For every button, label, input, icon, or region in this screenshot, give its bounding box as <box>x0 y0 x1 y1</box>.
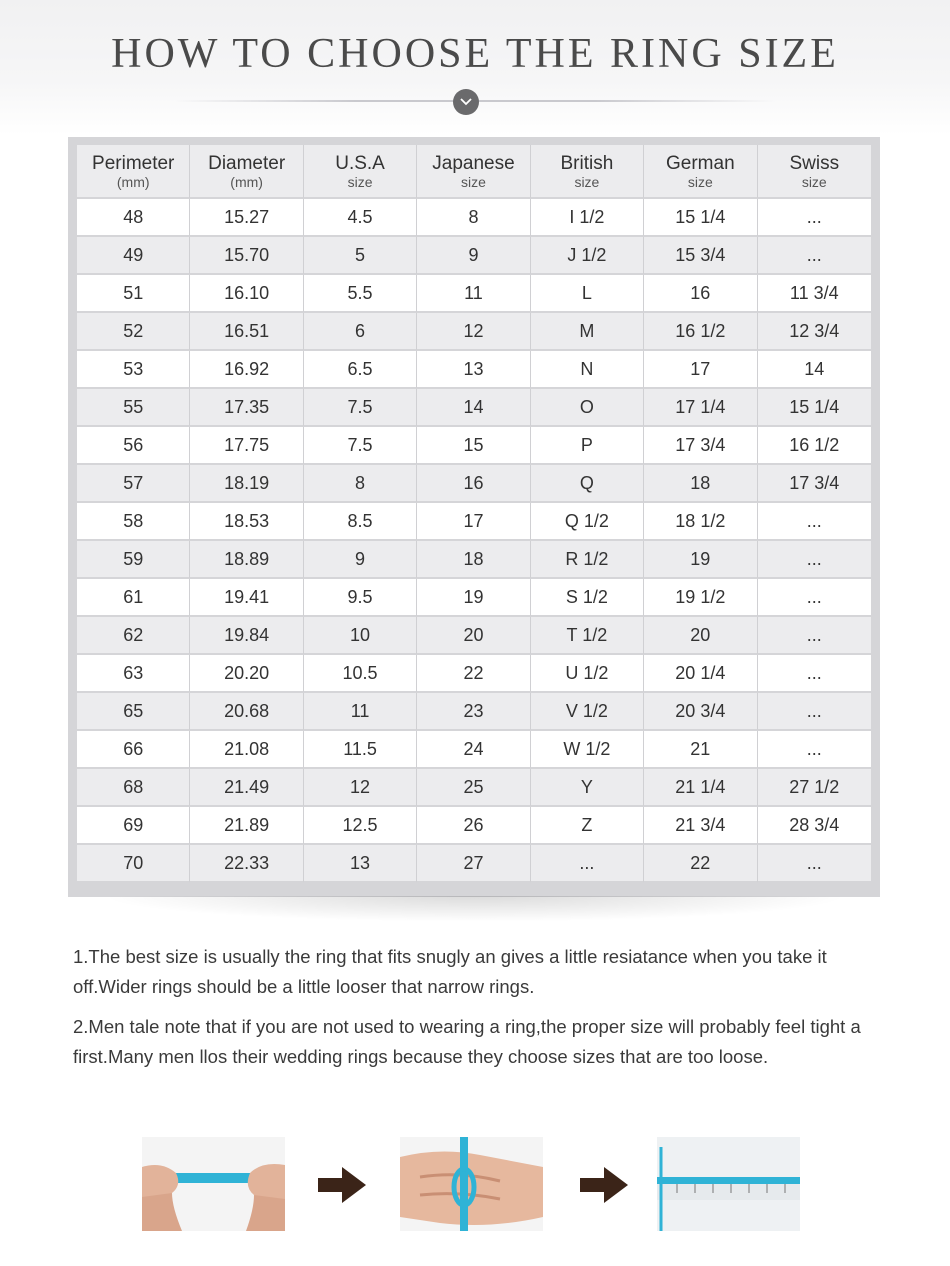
column-header-unit: size <box>347 173 373 190</box>
size-notes <box>73 942 873 1082</box>
table-cell: 28 3/4 <box>758 807 871 845</box>
table-row <box>77 465 871 503</box>
column-header-label: U.S.A <box>335 152 385 174</box>
column-header-unit: (mm) <box>116 173 150 190</box>
table-cell: 17.35 <box>190 389 303 427</box>
table-cell: 15 1/4 <box>758 389 871 427</box>
table-cell: 16 <box>644 275 757 313</box>
table-cell: Y <box>531 769 644 807</box>
table-row <box>77 275 871 313</box>
column-header <box>644 145 757 199</box>
table-cell: 5 <box>304 237 417 275</box>
table-cell: 15 3/4 <box>644 237 757 275</box>
table-cell: Q <box>531 465 644 503</box>
column-header-unit: (mm) <box>230 173 263 190</box>
table-row <box>77 807 871 845</box>
table-cell: 16 1/2 <box>758 427 871 465</box>
table-row <box>77 427 871 465</box>
right-arrow-icon <box>580 1167 628 1203</box>
table-cell: 63 <box>77 655 190 693</box>
table-cell: 6 <box>304 313 417 351</box>
table-cell: 9.5 <box>304 579 417 617</box>
table-cell: 17 3/4 <box>644 427 757 465</box>
table-header-row <box>77 145 871 199</box>
table-cell: 57 <box>77 465 190 503</box>
table-cell: 10.5 <box>304 655 417 693</box>
table-cell: 19 1/2 <box>644 579 757 617</box>
table-row <box>77 769 871 807</box>
table-cell: 9 <box>304 541 417 579</box>
column-header-unit: size <box>687 173 713 190</box>
table-cell: 21.49 <box>190 769 303 807</box>
right-arrow-icon <box>318 1167 366 1203</box>
table-cell: 15 1/4 <box>644 199 757 237</box>
table-cell: I 1/2 <box>531 199 644 237</box>
table-cell: 23 <box>417 693 530 731</box>
table-cell: P <box>531 427 644 465</box>
table-cell: 19.84 <box>190 617 303 655</box>
table-cell: 53 <box>77 351 190 389</box>
tape-on-ruler-icon <box>657 1137 800 1231</box>
table-cell: 14 <box>758 351 871 389</box>
table-cell: 20 <box>644 617 757 655</box>
table-cell: 26 <box>417 807 530 845</box>
table-shadow <box>100 896 850 922</box>
note-2: 2.Men tale note that if you are not used to wearing a ring,the proper size will probably feel tight a first.Many men llos their wedding rings because they choose sizes that are too loose. <box>73 1016 861 1067</box>
table-cell: 21 1/4 <box>644 769 757 807</box>
column-header-label: Japanese <box>432 152 515 174</box>
table-row <box>77 731 871 769</box>
column-header-label: German <box>666 152 735 174</box>
table-cell: 68 <box>77 769 190 807</box>
table-cell: 20 3/4 <box>644 693 757 731</box>
table-cell: 18.53 <box>190 503 303 541</box>
ring-size-table <box>77 145 871 883</box>
table-cell: 17 3/4 <box>758 465 871 503</box>
table-cell: 70 <box>77 845 190 883</box>
table-cell: 17 <box>644 351 757 389</box>
table-cell: 10 <box>304 617 417 655</box>
column-header-unit: size <box>461 173 486 190</box>
table-cell: ... <box>531 845 644 883</box>
table-cell: V 1/2 <box>531 693 644 731</box>
table-cell: 16 1/2 <box>644 313 757 351</box>
table-cell: 7.5 <box>304 427 417 465</box>
table-row <box>77 845 871 883</box>
table-cell: 56 <box>77 427 190 465</box>
table-row <box>77 313 871 351</box>
table-cell: 12.5 <box>304 807 417 845</box>
table-cell: 17.75 <box>190 427 303 465</box>
table-cell: 16.92 <box>190 351 303 389</box>
column-header <box>304 145 417 199</box>
table-cell: U 1/2 <box>531 655 644 693</box>
table-cell: 18 <box>417 541 530 579</box>
table-cell: 22 <box>644 845 757 883</box>
table-cell: O <box>531 389 644 427</box>
table-row <box>77 617 871 655</box>
table-cell: 20.68 <box>190 693 303 731</box>
table-cell: 58 <box>77 503 190 541</box>
table-cell: 65 <box>77 693 190 731</box>
table-row <box>77 389 871 427</box>
table-cell: 18.19 <box>190 465 303 503</box>
table-cell: 16.51 <box>190 313 303 351</box>
table-cell: ... <box>758 845 871 883</box>
table-cell: 9 <box>417 237 530 275</box>
table-cell: L <box>531 275 644 313</box>
table-cell: 16.10 <box>190 275 303 313</box>
table-cell: 21 <box>644 731 757 769</box>
table-cell: ... <box>758 541 871 579</box>
table-cell: ... <box>758 655 871 693</box>
table-cell: 48 <box>77 199 190 237</box>
table-cell: 59 <box>77 541 190 579</box>
page-title: HOW TO CHOOSE THE RING SIZE <box>111 31 839 77</box>
table-row <box>77 199 871 237</box>
table-cell: 6.5 <box>304 351 417 389</box>
table-cell: 49 <box>77 237 190 275</box>
table-cell: 18.89 <box>190 541 303 579</box>
table-body <box>77 199 871 883</box>
table-cell: 25 <box>417 769 530 807</box>
table-cell: 11.5 <box>304 731 417 769</box>
column-header <box>190 145 303 199</box>
table-cell: 27 1/2 <box>758 769 871 807</box>
table-cell: 11 <box>304 693 417 731</box>
table-cell: 22.33 <box>190 845 303 883</box>
table-cell: 11 <box>417 275 530 313</box>
table-cell: 61 <box>77 579 190 617</box>
table-cell: 11 3/4 <box>758 275 871 313</box>
column-header <box>531 145 644 199</box>
table-cell: 20 <box>417 617 530 655</box>
table-cell: R 1/2 <box>531 541 644 579</box>
column-header-label: Swiss <box>789 152 840 174</box>
table-row <box>77 579 871 617</box>
table-row <box>77 351 871 389</box>
table-cell: 15 <box>417 427 530 465</box>
table-cell: S 1/2 <box>531 579 644 617</box>
table-cell: 19.41 <box>190 579 303 617</box>
table-cell: 20.20 <box>190 655 303 693</box>
note-1: 1.The best size is usually the ring that fits snugly an gives a little resiatance when you take it off.Wider rings should be a little looser that narrow rings. <box>73 946 827 997</box>
table-cell: 18 <box>644 465 757 503</box>
hands-holding-tape-icon <box>142 1137 285 1231</box>
table-cell: 17 <box>417 503 530 541</box>
table-row <box>77 693 871 731</box>
table-cell: N <box>531 351 644 389</box>
column-header-label: Perimeter <box>92 152 175 174</box>
table-cell: 8.5 <box>304 503 417 541</box>
table-cell: 13 <box>417 351 530 389</box>
column-header <box>77 145 190 199</box>
table-cell: J 1/2 <box>531 237 644 275</box>
chevron-down-icon <box>453 89 479 115</box>
table-row <box>77 237 871 275</box>
column-header-label: British <box>560 152 614 174</box>
table-cell: ... <box>758 237 871 275</box>
table-cell: 21.08 <box>190 731 303 769</box>
table-cell: 24 <box>417 731 530 769</box>
table-cell: 8 <box>417 199 530 237</box>
table-cell: 17 1/4 <box>644 389 757 427</box>
table-cell: ... <box>758 731 871 769</box>
table-cell: 62 <box>77 617 190 655</box>
table-cell: ... <box>758 579 871 617</box>
table-cell: 55 <box>77 389 190 427</box>
table-cell: ... <box>758 199 871 237</box>
table-cell: 16 <box>417 465 530 503</box>
table-cell: Q 1/2 <box>531 503 644 541</box>
table-row <box>77 503 871 541</box>
table-cell: 12 3/4 <box>758 313 871 351</box>
table-cell: 12 <box>417 313 530 351</box>
table-cell: 19 <box>417 579 530 617</box>
column-header-unit: size <box>801 173 827 190</box>
table-cell: 21 3/4 <box>644 807 757 845</box>
table-cell: ... <box>758 503 871 541</box>
table-cell: 19 <box>644 541 757 579</box>
table-cell: 15.27 <box>190 199 303 237</box>
table-cell: Z <box>531 807 644 845</box>
table-cell: 13 <box>304 845 417 883</box>
column-header-unit: size <box>574 173 600 190</box>
table-cell: 14 <box>417 389 530 427</box>
column-header-label: Diameter <box>208 152 286 174</box>
table-cell: ... <box>758 617 871 655</box>
table-cell: 7.5 <box>304 389 417 427</box>
column-header <box>417 145 530 199</box>
table-row <box>77 655 871 693</box>
tape-around-finger-icon <box>400 1137 543 1231</box>
table-cell: 15.70 <box>190 237 303 275</box>
table-cell: 51 <box>77 275 190 313</box>
table-cell: ... <box>758 693 871 731</box>
table-cell: 12 <box>304 769 417 807</box>
table-cell: 69 <box>77 807 190 845</box>
table-row <box>77 541 871 579</box>
table-cell: T 1/2 <box>531 617 644 655</box>
table-cell: 52 <box>77 313 190 351</box>
table-cell: 20 1/4 <box>644 655 757 693</box>
table-cell: 4.5 <box>304 199 417 237</box>
table-cell: 66 <box>77 731 190 769</box>
table-cell: M <box>531 313 644 351</box>
table-cell: 27 <box>417 845 530 883</box>
table-cell: 18 1/2 <box>644 503 757 541</box>
column-header <box>758 145 871 199</box>
table-cell: W 1/2 <box>531 731 644 769</box>
table-cell: 8 <box>304 465 417 503</box>
table-cell: 21.89 <box>190 807 303 845</box>
table-cell: 5.5 <box>304 275 417 313</box>
table-cell: 22 <box>417 655 530 693</box>
